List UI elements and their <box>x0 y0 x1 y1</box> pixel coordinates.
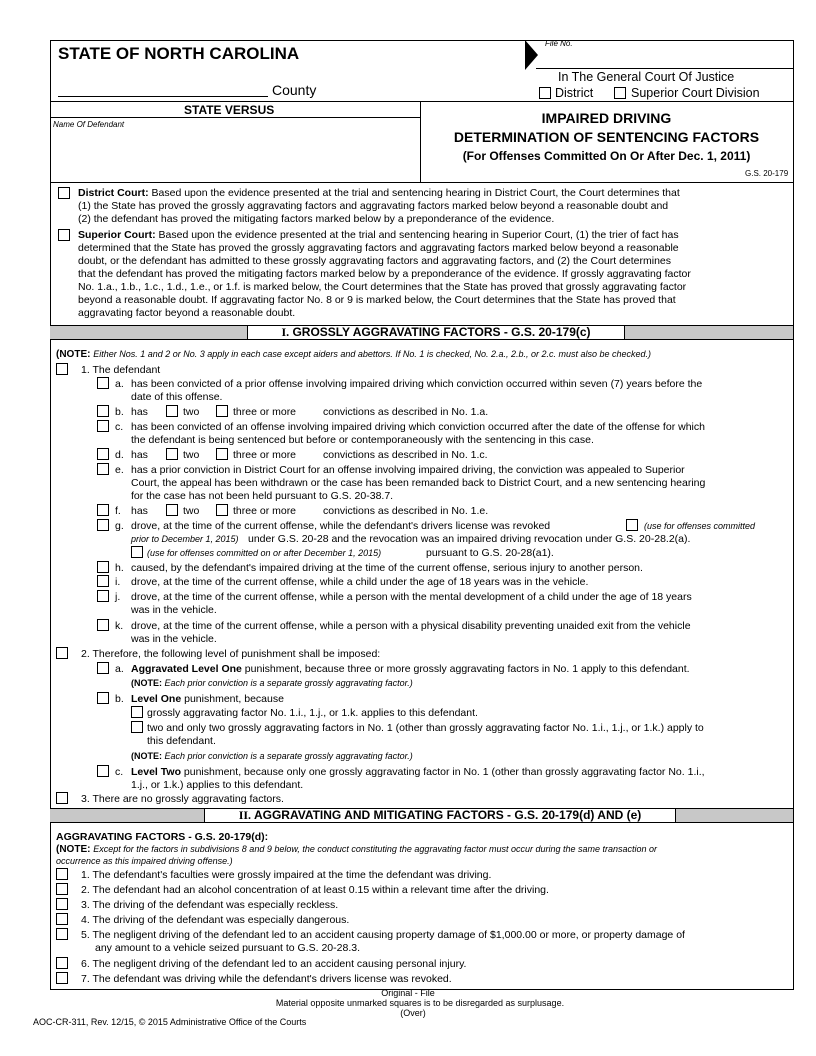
gaf-1e-checkbox[interactable] <box>97 463 109 475</box>
superior-text-7: aggravating factor beyond a reasonable doubt. <box>78 307 296 319</box>
aggravating-heading: AGGRAVATING FACTORS - G.S. 20-179(d): <box>56 831 269 843</box>
gaf-1g-text-2: under G.S. 20-28 and the revocation was an impaired driving revocation under G.S. 20-28.2(a). <box>248 533 691 545</box>
gaf-1k-text-1: drove, at the time of the current offense, while a person with a physical disability preventing unaided exit from the vehicle <box>131 620 691 632</box>
af-7-checkbox[interactable] <box>56 972 68 984</box>
gaf-1b-text: convictions as described in No. 1.a. <box>323 406 489 418</box>
gaf-1-checkbox[interactable] <box>56 363 68 375</box>
gaf-1j-text-2: was in the vehicle. <box>131 604 217 616</box>
gaf-1g-note-1b: prior to December 1, 2015) <box>131 534 239 544</box>
gaf-1f-two-checkbox[interactable] <box>166 504 178 516</box>
gaf-2b-opt2-a: two and only two grossly aggravating factors in No. 1 (other than grossly aggravating factor No. 1.i., 1.j., or 1.k.) apply to <box>147 722 704 734</box>
gaf-1d-letter: d. <box>115 449 124 461</box>
gaf-1e-text-1: has a prior conviction in District Court for an offense involving impaired driving, the conviction was appealed to Superior <box>131 464 685 476</box>
top-border <box>50 40 793 41</box>
gaf-1b-three: three or more <box>233 406 297 418</box>
gaf-1g-text-1: drove, at the time of the current offense, while the defendant's drivers license was revoked <box>131 520 551 532</box>
header-bottom <box>50 182 793 183</box>
state-versus: STATE VERSUS <box>184 103 275 117</box>
af-3-checkbox[interactable] <box>56 898 68 910</box>
file-no-line[interactable] <box>536 68 793 69</box>
gaf-1a-letter: a. <box>115 378 124 390</box>
gaf-2b-opt1: grossly aggravating factor No. 1.i., 1.j., or 1.k. applies to this defendant. <box>147 707 478 719</box>
file-arrow-icon <box>525 40 538 70</box>
superior-text-3: doubt, or the defendant has admitted to these grossly aggravating factors and aggravating factors, and (2) the Court determines <box>78 255 672 267</box>
superior-court-checkbox[interactable] <box>58 229 70 241</box>
section1-bar <box>50 325 793 340</box>
defendant-name-label: Name Of Defendant <box>53 120 125 129</box>
right-border <box>793 40 794 990</box>
gaf-1g-checkbox[interactable] <box>97 519 109 531</box>
superior-label: Superior Court Division <box>631 86 760 100</box>
gaf-1c-letter: c. <box>115 421 124 433</box>
gaf-1b-letter: b. <box>115 406 124 418</box>
gaf-1k-checkbox[interactable] <box>97 619 109 631</box>
section1-note: (NOTE: Either Nos. 1 and 2 or No. 3 apply in each case except aiders and abettors. If No. 1 is checked, No. 2.a., 2.b., or 2.c. must also be checked.) <box>56 349 652 360</box>
gaf-1a-text-2: date of this offense. <box>131 391 223 403</box>
gaf-1a-checkbox[interactable] <box>97 377 109 389</box>
gaf-2b-opt2-checkbox[interactable] <box>131 721 143 733</box>
gaf-1c-text-1: has been convicted of an offense involving impaired driving which conviction occurred after the date of the offense for which <box>131 421 705 433</box>
gaf-2c-letter: c. <box>115 766 124 778</box>
gaf-1g-note-1a: (use for offenses committed <box>644 521 756 531</box>
gaf-2a-note: (NOTE: Each prior conviction is a separate grossly aggravating factor.) <box>131 678 413 688</box>
gaf-1g-letter: g. <box>115 520 124 532</box>
section2-bar <box>50 808 793 823</box>
superior-text-4: that the defendant has proved the mitigating factors marked below by a preponderance of the evidence. If grossly aggravating factor <box>78 268 691 280</box>
gaf-1i-text: drove, at the time of the current offense, while a child under the age of 18 years was in the vehicle. <box>131 576 589 588</box>
district-court-checkbox[interactable] <box>58 187 70 199</box>
state-title: STATE OF NORTH CAROLINA <box>58 44 300 63</box>
gaf-1k-letter: k. <box>115 620 124 632</box>
gaf-1e-letter: e. <box>115 464 124 476</box>
district-checkbox[interactable] <box>539 87 551 99</box>
gaf-1g-pre2015-checkbox[interactable] <box>626 519 638 531</box>
gaf-2b-text: Level One punishment, because <box>131 693 284 705</box>
gaf-1b-has: has <box>131 406 148 418</box>
gaf-1h-letter: h. <box>115 562 124 574</box>
footer-disregard: Material opposite unmarked squares is to be disregarded as surplusage. <box>275 998 565 1008</box>
gaf-1d-has: has <box>131 449 148 461</box>
af-5-text-2: any amount to a vehicle seized pursuant to G.S. 20-28.3. <box>95 942 360 954</box>
gaf-2b-note: (NOTE: Each prior conviction is a separate grossly aggravating factor.) <box>131 751 413 761</box>
gaf-2b-opt1-checkbox[interactable] <box>131 706 143 718</box>
county-label: County <box>272 82 317 98</box>
superior-checkbox[interactable] <box>614 87 626 99</box>
county-line[interactable] <box>58 96 268 97</box>
gaf-1d-two: two <box>183 449 200 461</box>
af-4-text: 4. The driving of the defendant was especially dangerous. <box>81 914 350 926</box>
footer-form-number: AOC-CR-311, Rev. 12/15, © 2015 Administrative Office of the Courts <box>33 1017 307 1027</box>
district-text-2: (1) the State has proved the grossly aggravating factors and aggravating factors marked below beyond a reasonable doubt and <box>78 200 669 212</box>
gaf-1d-three: three or more <box>233 449 297 461</box>
superior-text-1: Superior Court: Based upon the evidence presented at the trial and sentencing hearing in Superior Court, (1) the trier of fact has <box>78 229 679 241</box>
gaf-1c-text-2: the defendant is being sentenced but before or contemporaneously with the sentencing in this case. <box>131 434 594 446</box>
superior-text-6: beyond a reasonable doubt. If aggravating factor No. 8 or 9 is marked below, the Court determines that the State has proved that <box>78 294 676 306</box>
af-1-checkbox[interactable] <box>56 868 68 880</box>
gaf-1f-three-checkbox[interactable] <box>216 504 228 516</box>
gaf-1d-three-checkbox[interactable] <box>216 448 228 460</box>
footer-original: Original - File <box>381 988 435 998</box>
gaf-1g-text-3: pursuant to G.S. 20-28(a1). <box>426 547 554 559</box>
af-5-text-1: 5. The negligent driving of the defendant led to an accident causing property damage of $1,000.00 or more, or property damage of <box>81 929 685 941</box>
gaf-1b-two-checkbox[interactable] <box>166 405 178 417</box>
gaf-2-label: 2. Therefore, the following level of punishment shall be imposed: <box>81 648 381 660</box>
gaf-1d-checkbox[interactable] <box>97 448 109 460</box>
gaf-2b-opt2-b: this defendant. <box>147 735 216 747</box>
gaf-1k-text-2: was in the vehicle. <box>131 633 217 645</box>
gaf-1f-checkbox[interactable] <box>97 504 109 516</box>
gaf-1j-checkbox[interactable] <box>97 590 109 602</box>
gaf-1i-letter: i. <box>115 576 121 588</box>
aggravating-note-2: occurrence as this impaired driving offense.) <box>56 856 233 866</box>
gaf-1b-checkbox[interactable] <box>97 405 109 417</box>
aggravating-note-1: (NOTE: Except for the factors in subdivisions 8 and 9 below, the conduct constituting the aggravating factor must occur during the same transaction or <box>56 844 658 855</box>
gaf-1a-text-1: has been convicted of a prior offense involving impaired driving which conviction occurred within seven (7) years before the <box>131 378 703 390</box>
gaf-1d-two-checkbox[interactable] <box>166 448 178 460</box>
gaf-2a-letter: a. <box>115 663 124 675</box>
superior-text-5: No. 1.a., 1.b., 1.c., 1.d., 1.e., or 1.f. is marked below, the Court determines that the State has proved that grossly aggravating factor <box>78 281 687 293</box>
gaf-1e-text-2: Court, the appeal has been withdrawn or the case has been remanded back to District Court, and a new sentencing hearing <box>131 477 706 489</box>
gaf-1f-three: three or more <box>233 505 297 517</box>
gaf-1b-two: two <box>183 406 200 418</box>
af-1-text: 1. The defendant's faculties were grossly impaired at the time the defendant was driving. <box>81 869 492 881</box>
district-label: District <box>555 86 594 100</box>
gaf-1g-post2015-checkbox[interactable] <box>131 546 143 558</box>
file-no-label: File No. <box>545 39 573 48</box>
gaf-1h-checkbox[interactable] <box>97 561 109 573</box>
court-label: In The General Court Of Justice <box>558 70 735 84</box>
af-2-text: 2. The defendant had an alcohol concentration of at least 0.15 within a relevant time after the driving. <box>81 884 549 896</box>
gaf-1g-note-2: (use for offenses committed on or after December 1, 2015) <box>147 548 382 558</box>
district-text-1: District Court: Based upon the evidence presented at the trial and sentencing hearing in District Court, the Court determines that <box>78 187 680 199</box>
gaf-1f-two: two <box>183 505 200 517</box>
gaf-2c-checkbox[interactable] <box>97 765 109 777</box>
gaf-1f-text: convictions as described in No. 1.e. <box>323 505 489 517</box>
gaf-2c-text-2: 1.j., or 1.k.) applies to this defendant. <box>131 779 304 791</box>
statute-label: G.S. 20-179 <box>745 169 789 178</box>
gaf-1c-checkbox[interactable] <box>97 420 109 432</box>
defendant-name-field[interactable] <box>51 131 419 181</box>
gaf-1e-text-3: for the case has not been held pursuant to G.S. 20-38.7. <box>131 490 394 502</box>
gaf-2c-text-1: Level Two punishment, because only one grossly aggravating factor in No. 1 (other than grossly aggravating factor No. 1.i., <box>131 766 705 778</box>
af-2-checkbox[interactable] <box>56 883 68 895</box>
gaf-2a-checkbox[interactable] <box>97 662 109 674</box>
gaf-1f-has: has <box>131 505 148 517</box>
gaf-2-checkbox[interactable] <box>56 647 68 659</box>
gaf-1d-text: convictions as described in No. 1.c. <box>323 449 488 461</box>
versus-line <box>50 117 420 118</box>
form-title-1: IMPAIRED DRIVING <box>541 110 672 126</box>
af-4-checkbox[interactable] <box>56 913 68 925</box>
gaf-3-checkbox[interactable] <box>56 792 68 804</box>
section1-title: I. GROSSLY AGGRAVATING FACTORS - G.S. 20-179(c) <box>247 325 625 340</box>
form-title-3: (For Offenses Committed On Or After Dec. 1, 2011) <box>462 149 751 163</box>
district-text-3: (2) the defendant has proved the mitigating factors marked below by a preponderance of the evidence. <box>78 213 555 225</box>
af-6-checkbox[interactable] <box>56 957 68 969</box>
af-7-text: 7. The defendant was driving while the defendant's drivers license was revoked. <box>81 973 452 985</box>
gaf-1-label: 1. The defendant <box>81 364 161 376</box>
section2-title: II. AGGRAVATING AND MITIGATING FACTORS - G.S. 20-179(d) AND (e) <box>204 808 676 823</box>
af-5-checkbox[interactable] <box>56 928 68 940</box>
gaf-1j-text-1: drove, at the time of the current offense, while a person with the mental development of a child under the age of 18 years <box>131 591 692 603</box>
gaf-1f-letter: f. <box>115 505 121 517</box>
footer-over: (Over) <box>400 1008 426 1018</box>
header-divider <box>50 101 793 102</box>
gaf-1i-checkbox[interactable] <box>97 575 109 587</box>
gaf-1b-three-checkbox[interactable] <box>216 405 228 417</box>
gaf-1j-letter: j. <box>115 591 121 603</box>
gaf-2a-text: Aggravated Level One punishment, because three or more grossly aggravating factors in No. 1 apply to this defendant. <box>131 663 690 675</box>
gaf-2b-letter: b. <box>115 693 124 705</box>
gaf-2b-checkbox[interactable] <box>97 692 109 704</box>
gaf-3-label: 3. There are no grossly aggravating factors. <box>81 793 284 805</box>
gaf-1h-text: caused, by the defendant's impaired driving at the time of the current offense, serious injury to another person. <box>131 562 643 574</box>
af-3-text: 3. The driving of the defendant was especially reckless. <box>81 899 339 911</box>
af-6-text: 6. The negligent driving of the defendant led to an accident causing personal injury. <box>81 958 467 970</box>
superior-text-2: determined that the State has proved the grossly aggravating factors and aggravating factors marked below beyond a reasonable <box>78 242 679 254</box>
form-title-2: DETERMINATION OF SENTENCING FACTORS <box>453 129 760 145</box>
